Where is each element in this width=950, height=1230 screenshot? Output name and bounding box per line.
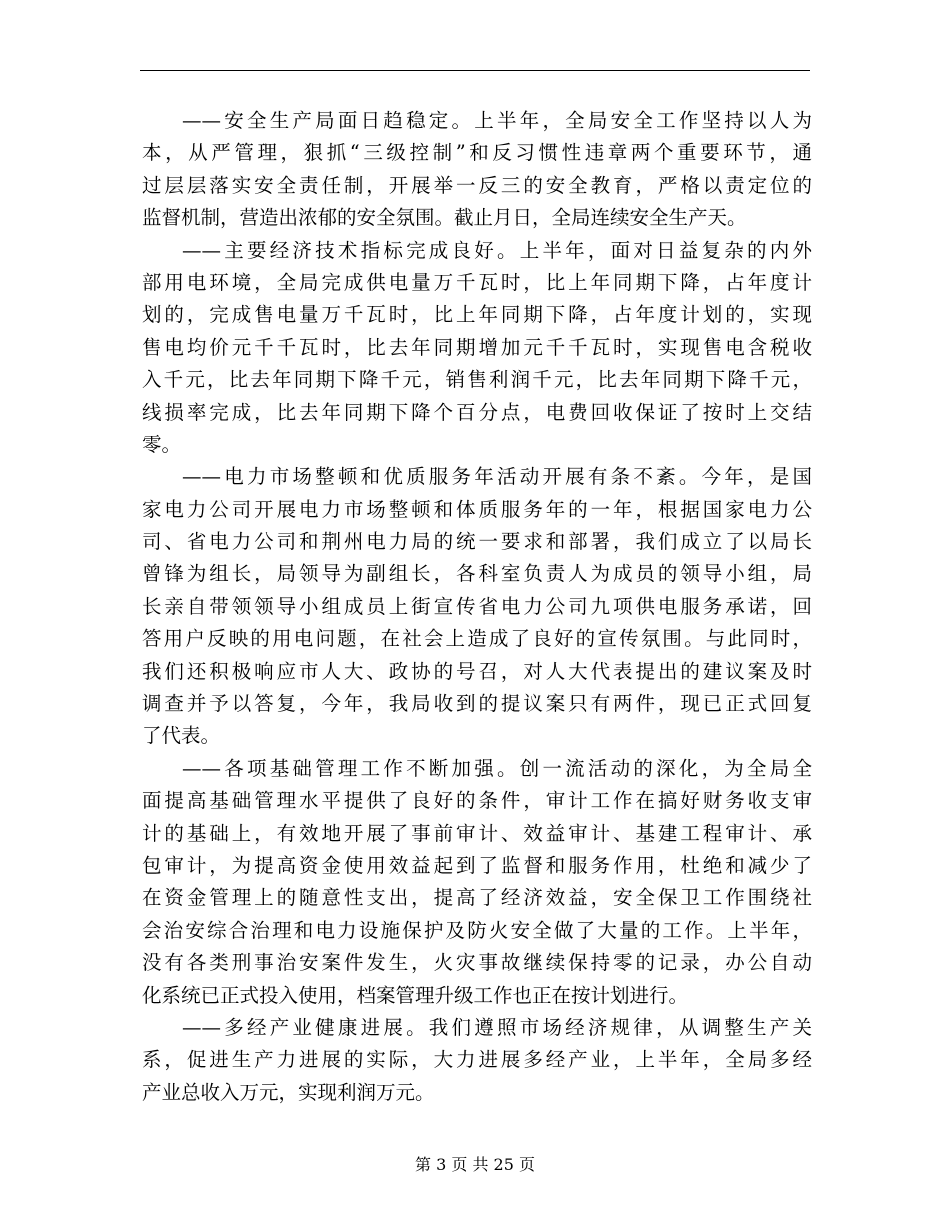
header-rule (140, 70, 810, 71)
text-line: 长亲自带领领导小组成员上街宣传省电力公司九项供电服务承诺，回 (142, 594, 812, 618)
paragraph (142, 105, 812, 235)
text-line: 家电力公司开展电力市场整顿和体质服务年的一年，根据国家电力公 (142, 497, 812, 521)
paragraph (142, 461, 812, 753)
text-line: ——主要经济技术指标完成良好。上半年，面对日益复杂的内外 (182, 238, 812, 262)
text-line: 调查并予以答复，今年，我局收到的提议案只有两件，现已正式回复 (142, 692, 812, 716)
text-line: 系，促进生产力进展的实际，大力进展多经产业，上半年，全局多经 (142, 1048, 812, 1072)
text-line: 部用电环境，全局完成供电量万千瓦时，比上年同期下降，占年度计 (142, 270, 812, 294)
paragraph (142, 753, 812, 1012)
text-line: 会治安综合治理和电力设施保护及防火安全做了大量的工作。上半年， (142, 918, 812, 942)
text-line: 划的，完成售电量万千瓦时，比上年同期下降，占年度计划的，实现 (142, 303, 812, 327)
text-line: 入千元，比去年同期下降千元，销售利润千元，比去年同期下降千元， (142, 368, 812, 392)
text-line: ——安全生产局面日趋稳定。上半年，全局安全工作坚持以人为 (182, 109, 812, 132)
text-line: 面提高基础管理水平提供了良好的条件，审计工作在搞好财务收支审 (142, 789, 812, 813)
text-line: 没有各类刑事治安案件发生，火灾事故继续保持零的记录，办公自动 (142, 951, 812, 975)
text-line: 零。 (142, 432, 182, 456)
text-line: ——多经产业健康进展。我们遵照市场经济规律，从调整生产关 (182, 1015, 812, 1039)
text-line: 过层层落实安全责任制，开展举一反三的安全教育，严格以责定位的 (142, 173, 812, 197)
text-line: 包审计，为提高资金使用效益起到了监督和服务作用，杜绝和减少了 (142, 853, 812, 877)
text-line: 答用户反映的用电问题，在社会上造成了良好的宣传氛围。与此同时， (142, 627, 812, 651)
text-line: 本，从严管理，狠抓“三级控制”和反习惯性违章两个重要环节，通 (142, 141, 812, 165)
paragraph (142, 1012, 812, 1109)
text-line: ——电力市场整顿和优质服务年活动开展有条不紊。今年，是国 (182, 465, 812, 489)
paragraph (142, 235, 812, 462)
text-line: 计的基础上，有效地开展了事前审计、效益审计、基建工程审计、承 (142, 821, 812, 845)
text-line: 司、省电力公司和荆州电力局的统一要求和部署，我们成立了以局长 (142, 530, 812, 554)
text-line: 了代表。 (142, 724, 221, 748)
text-line: 在资金管理上的随意性支出，提高了经济效益，安全保卫工作围绕社 (142, 886, 812, 910)
text-line: 曾锋为组长，局领导为副组长，各科室负责人为成员的领导小组，局 (142, 562, 812, 586)
text-line: ——各项基础管理工作不断加强。创一流活动的深化，为全局全 (182, 756, 812, 780)
text-line: 我们还积极响应市人大、政协的号召，对人大代表提出的建议案及时 (142, 659, 812, 683)
document-body (142, 105, 812, 1109)
text-line: 产业总收入万元，实现利润万元。 (142, 1080, 435, 1104)
text-line: 化系统已正式投入使用，档案管理升级工作也正在按计划进行。 (142, 983, 689, 1007)
page-footer: 第 3 页 共 25 页 (415, 1155, 535, 1174)
text-line: 监督机制，营造出浓郁的安全氛围。截止月日，全局连续安全生产天。 (142, 206, 747, 230)
text-line: 线损率完成，比去年同期下降个百分点，电费回收保证了按时上交结 (142, 400, 812, 424)
text-line: 售电均价元千千瓦时，比去年同期增加元千千瓦时，实现售电含税收 (142, 335, 812, 359)
